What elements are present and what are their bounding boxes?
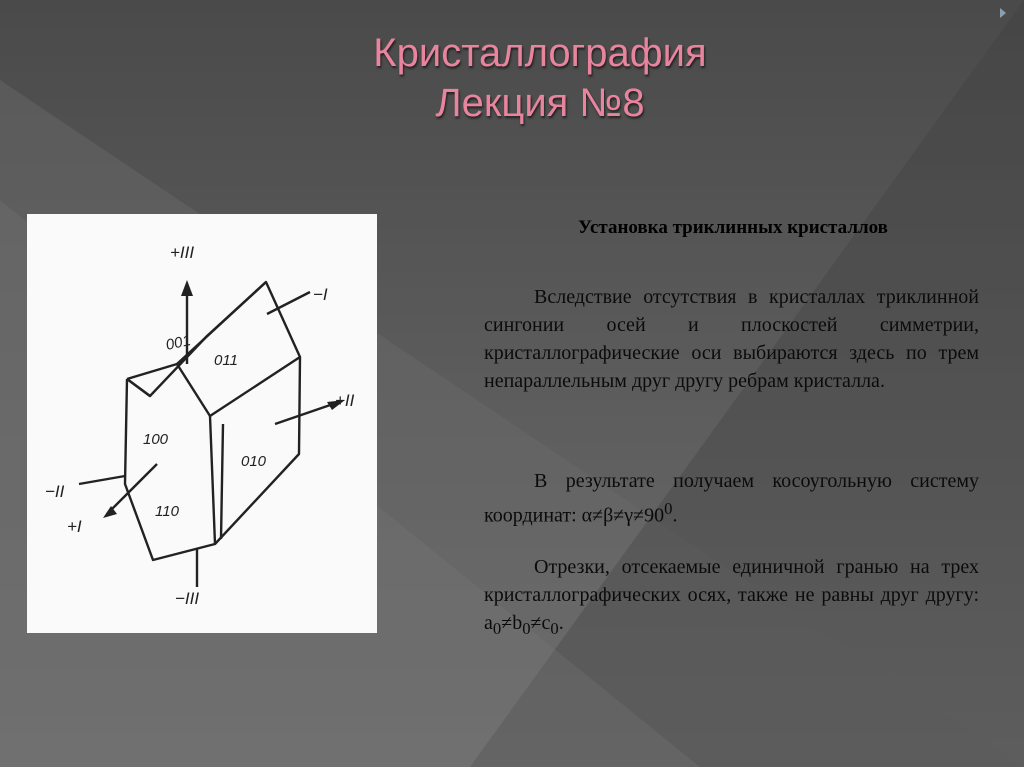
face-label-100: 100 bbox=[143, 431, 169, 448]
paragraph-3-text: Отрезки, отсекаемые единичной гранью на трех кристаллографических осях, также не равны друг другу: a bbox=[484, 556, 979, 634]
triclinic-crystal-drawing bbox=[27, 214, 377, 633]
axis-label-plus-III: +III bbox=[170, 243, 195, 262]
axis-label-plus-I: +I bbox=[67, 517, 82, 536]
paragraph-2-end: . bbox=[672, 504, 678, 527]
face-label-110: 110 bbox=[155, 503, 179, 520]
section-heading: Установка триклинных кристаллов bbox=[578, 217, 888, 238]
paragraph-3 bbox=[484, 553, 979, 643]
subscript-a: 0 bbox=[492, 619, 502, 638]
subscript-c: 0 bbox=[550, 619, 559, 638]
face-label-011: 011 bbox=[214, 352, 238, 369]
title-line-1: Кристаллография bbox=[373, 31, 707, 75]
neq-c: ≠c bbox=[530, 612, 551, 634]
axis-label-minus-I: −I bbox=[313, 285, 328, 304]
neq-b: ≠b bbox=[501, 612, 523, 634]
paragraph-3-end: . bbox=[558, 612, 564, 634]
degree-superscript: 0 bbox=[664, 499, 673, 518]
subscript-b: 0 bbox=[522, 619, 531, 638]
face-label-010: 010 bbox=[241, 453, 267, 470]
axis-label-minus-III: −III bbox=[175, 589, 200, 608]
slide-title bbox=[0, 28, 1024, 128]
title-line-2: Лекция №8 bbox=[435, 81, 645, 125]
face-label-001: 001 bbox=[164, 332, 193, 354]
paragraph-1: Вследствие отсутствия в кристаллах триклинной сингонии осей и плоскостей симметрии, кристаллографические оси выбираются здесь по трем непараллельным друг другу ребрам кристалла. bbox=[484, 286, 979, 392]
paragraph-2 bbox=[484, 467, 979, 530]
crystal-figure bbox=[27, 214, 377, 633]
axis-label-plus-II: +II bbox=[335, 391, 355, 410]
axis-label-minus-II: −II bbox=[45, 482, 65, 501]
paragraph-2-text: В результате получаем косоугольную систему координат: α≠β≠γ≠90 bbox=[484, 470, 979, 527]
